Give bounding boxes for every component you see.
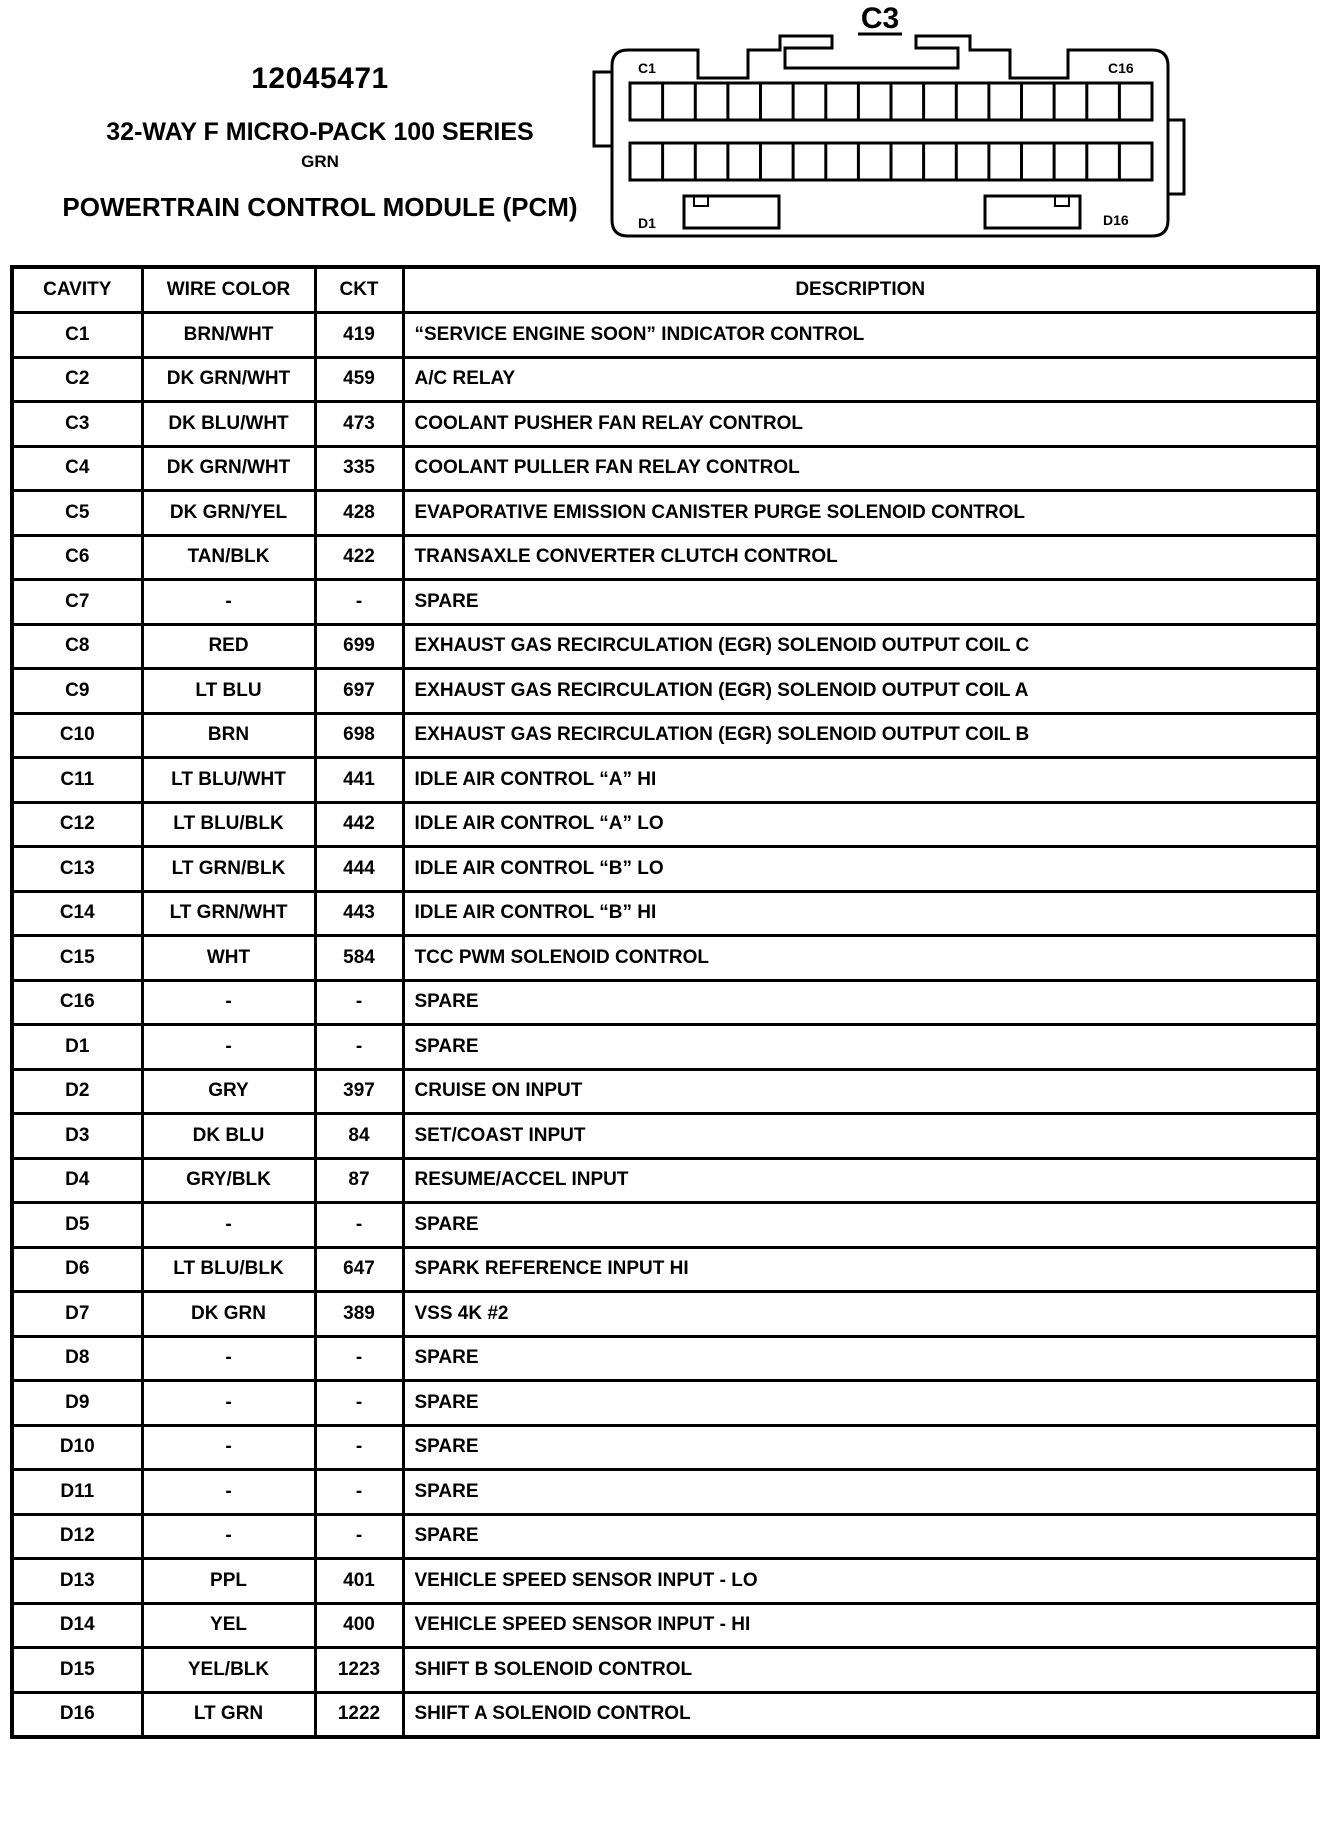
cell-wire-color: YEL/BLK (142, 1648, 315, 1693)
cell-ckt: 699 (315, 624, 403, 669)
cell-wire-color: - (142, 1470, 315, 1515)
table-row (12, 1114, 1318, 1159)
cell-wire-color: YEL (142, 1603, 315, 1648)
table-row (12, 1247, 1318, 1292)
table-row (12, 1692, 1318, 1737)
cell-ckt: - (315, 1336, 403, 1381)
cell-wire-color: - (142, 1425, 315, 1470)
table-row (12, 624, 1318, 669)
cell-ckt: 419 (315, 313, 403, 358)
table-row (12, 847, 1318, 892)
cell-ckt: - (315, 1203, 403, 1248)
header-cavity: CAVITY (12, 267, 142, 313)
cell-ckt: 84 (315, 1114, 403, 1159)
cell-cavity: C16 (12, 980, 142, 1025)
cell-cavity: C1 (12, 313, 142, 358)
connector-id-label: C3 (860, 2, 900, 35)
cell-wire-color: RED (142, 624, 315, 669)
cell-description: SPARE (403, 1470, 1318, 1515)
cell-description: EXHAUST GAS RECIRCULATION (EGR) SOLENOID OUTPUT COIL C (403, 624, 1318, 669)
table-row (12, 1470, 1318, 1515)
right-latch (1168, 120, 1184, 194)
cell-wire-color: DK BLU/WHT (142, 402, 315, 447)
cell-description: EVAPORATIVE EMISSION CANISTER PURGE SOLENOID CONTROL (403, 491, 1318, 536)
cell-cavity: C3 (12, 402, 142, 447)
cell-cavity: C4 (12, 446, 142, 491)
pinout-table (10, 265, 1320, 1739)
table-row (12, 1158, 1318, 1203)
cell-ckt: 1223 (315, 1648, 403, 1693)
cell-description: EXHAUST GAS RECIRCULATION (EGR) SOLENOID OUTPUT COIL B (403, 713, 1318, 758)
label-c16: C16 (1108, 60, 1134, 76)
cell-cavity: D3 (12, 1114, 142, 1159)
cell-description: SPARE (403, 1514, 1318, 1559)
cell-wire-color: TAN/BLK (142, 535, 315, 580)
cell-description: SPARK REFERENCE INPUT HI (403, 1247, 1318, 1292)
cell-wire-color: DK GRN (142, 1292, 315, 1337)
cell-cavity: D15 (12, 1648, 142, 1693)
table-row (12, 1336, 1318, 1381)
table-row (12, 313, 1318, 358)
cell-cavity: D16 (12, 1692, 142, 1737)
cell-ckt: 584 (315, 936, 403, 981)
cell-wire-color: DK GRN/WHT (142, 357, 315, 402)
cell-ckt: 473 (315, 402, 403, 447)
connector-header (0, 0, 1328, 262)
table-row (12, 1514, 1318, 1559)
cell-wire-color: DK BLU (142, 1114, 315, 1159)
cell-description: SPARE (403, 1336, 1318, 1381)
cell-description: SPARE (403, 980, 1318, 1025)
cell-wire-color: LT GRN/WHT (142, 891, 315, 936)
cell-cavity: D2 (12, 1069, 142, 1114)
table-row (12, 1603, 1318, 1648)
table-header-row (12, 267, 1318, 313)
cell-wire-color: - (142, 1381, 315, 1426)
label-c1: C1 (638, 60, 656, 76)
table-row (12, 1559, 1318, 1604)
cell-description: SPARE (403, 1025, 1318, 1070)
cell-ckt: 1222 (315, 1692, 403, 1737)
cell-ckt: - (315, 980, 403, 1025)
cell-wire-color: LT BLU (142, 669, 315, 714)
cell-cavity: D8 (12, 1336, 142, 1381)
cell-description: SPARE (403, 1425, 1318, 1470)
cell-description: “SERVICE ENGINE SOON” INDICATOR CONTROL (403, 313, 1318, 358)
cell-cavity: D11 (12, 1470, 142, 1515)
cell-cavity: C2 (12, 357, 142, 402)
cell-description: IDLE AIR CONTROL “B” HI (403, 891, 1318, 936)
connector-color: GRN (301, 152, 339, 171)
cell-ckt: - (315, 580, 403, 625)
cell-cavity: D12 (12, 1514, 142, 1559)
table-row (12, 1425, 1318, 1470)
cell-ckt: 401 (315, 1559, 403, 1604)
cell-description: SET/COAST INPUT (403, 1114, 1318, 1159)
cell-ckt: - (315, 1470, 403, 1515)
cell-wire-color: - (142, 1336, 315, 1381)
cell-ckt: 698 (315, 713, 403, 758)
cell-cavity: C13 (12, 847, 142, 892)
table-row (12, 1381, 1318, 1426)
left-latch (594, 72, 612, 146)
cell-description: SPARE (403, 580, 1318, 625)
pin-row-c-dividers (663, 83, 1120, 120)
cell-cavity: C15 (12, 936, 142, 981)
table-row (12, 402, 1318, 447)
table-row (12, 1648, 1318, 1693)
cell-wire-color: LT BLU/WHT (142, 758, 315, 803)
module-name: POWERTRAIN CONTROL MODULE (PCM) (62, 192, 578, 222)
table-row (12, 357, 1318, 402)
cell-description: VSS 4K #2 (403, 1292, 1318, 1337)
cell-cavity: C5 (12, 491, 142, 536)
cell-ckt: 444 (315, 847, 403, 892)
cell-ckt: 428 (315, 491, 403, 536)
cell-ckt: 87 (315, 1158, 403, 1203)
cell-wire-color: LT BLU/BLK (142, 1247, 315, 1292)
cell-description: RESUME/ACCEL INPUT (403, 1158, 1318, 1203)
cell-ckt: 441 (315, 758, 403, 803)
header-wire-color: WIRE COLOR (142, 267, 315, 313)
table-row (12, 580, 1318, 625)
cell-description: TRANSAXLE CONVERTER CLUTCH CONTROL (403, 535, 1318, 580)
cell-ckt: 647 (315, 1247, 403, 1292)
cell-ckt: 422 (315, 535, 403, 580)
cell-wire-color: DK GRN/YEL (142, 491, 315, 536)
table-row (12, 891, 1318, 936)
cell-cavity: C14 (12, 891, 142, 936)
table-row (12, 1069, 1318, 1114)
cell-wire-color: LT GRN (142, 1692, 315, 1737)
table-row (12, 713, 1318, 758)
cell-wire-color: DK GRN/WHT (142, 446, 315, 491)
cell-cavity: D10 (12, 1425, 142, 1470)
cell-cavity: D4 (12, 1158, 142, 1203)
connector-type: 32-WAY F MICRO-PACK 100 SERIES (106, 118, 534, 146)
bottom-key-right (985, 196, 1080, 228)
pin-row-d-dividers (663, 143, 1120, 180)
cell-description: COOLANT PUSHER FAN RELAY CONTROL (403, 402, 1318, 447)
cell-wire-color: - (142, 980, 315, 1025)
cell-ckt: 335 (315, 446, 403, 491)
cell-wire-color: LT BLU/BLK (142, 802, 315, 847)
cell-ckt: 443 (315, 891, 403, 936)
cell-ckt: - (315, 1514, 403, 1559)
table-row (12, 802, 1318, 847)
cell-description: TCC PWM SOLENOID CONTROL (403, 936, 1318, 981)
cell-description: IDLE AIR CONTROL “B” LO (403, 847, 1318, 892)
cell-description: COOLANT PULLER FAN RELAY CONTROL (403, 446, 1318, 491)
cell-wire-color: GRY (142, 1069, 315, 1114)
cell-cavity: D6 (12, 1247, 142, 1292)
cell-wire-color: - (142, 1514, 315, 1559)
pinout-body (12, 313, 1318, 1738)
table-row (12, 491, 1318, 536)
cell-description: SPARE (403, 1381, 1318, 1426)
cell-wire-color: LT GRN/BLK (142, 847, 315, 892)
cell-cavity: C11 (12, 758, 142, 803)
cell-description: IDLE AIR CONTROL “A” HI (403, 758, 1318, 803)
table-row (12, 1025, 1318, 1070)
cell-wire-color: PPL (142, 1559, 315, 1604)
cell-cavity: C8 (12, 624, 142, 669)
cell-cavity: D7 (12, 1292, 142, 1337)
cell-cavity: C9 (12, 669, 142, 714)
cell-description: VEHICLE SPEED SENSOR INPUT - LO (403, 1559, 1318, 1604)
table-row (12, 1203, 1318, 1248)
cell-wire-color: BRN (142, 713, 315, 758)
cell-ckt: 400 (315, 1603, 403, 1648)
table-row (12, 446, 1318, 491)
cell-ckt: 389 (315, 1292, 403, 1337)
cell-ckt: 442 (315, 802, 403, 847)
part-number: 12045471 (251, 62, 389, 95)
cell-ckt: 459 (315, 357, 403, 402)
cell-description: A/C RELAY (403, 357, 1318, 402)
cell-ckt: - (315, 1025, 403, 1070)
table-row (12, 980, 1318, 1025)
cell-cavity: C12 (12, 802, 142, 847)
cell-wire-color: - (142, 1203, 315, 1248)
cell-cavity: D13 (12, 1559, 142, 1604)
cell-wire-color: GRY/BLK (142, 1158, 315, 1203)
cell-ckt: - (315, 1425, 403, 1470)
cell-ckt: 397 (315, 1069, 403, 1114)
header-ckt: CKT (315, 267, 403, 313)
cell-wire-color: - (142, 580, 315, 625)
cell-description: IDLE AIR CONTROL “A” LO (403, 802, 1318, 847)
cell-cavity: C6 (12, 535, 142, 580)
header-description: DESCRIPTION (403, 267, 1318, 313)
cell-description: SPARE (403, 1203, 1318, 1248)
table-row (12, 669, 1318, 714)
cell-cavity: D14 (12, 1603, 142, 1648)
cell-description: EXHAUST GAS RECIRCULATION (EGR) SOLENOID OUTPUT COIL A (403, 669, 1318, 714)
cell-wire-color: - (142, 1025, 315, 1070)
table-row (12, 535, 1318, 580)
cell-description: SHIFT A SOLENOID CONTROL (403, 1692, 1318, 1737)
cell-cavity: D5 (12, 1203, 142, 1248)
connector-diagram (580, 0, 1200, 262)
cell-ckt: 697 (315, 669, 403, 714)
cell-description: VEHICLE SPEED SENSOR INPUT - HI (403, 1603, 1318, 1648)
cell-wire-color: BRN/WHT (142, 313, 315, 358)
cell-cavity: D1 (12, 1025, 142, 1070)
cell-wire-color: WHT (142, 936, 315, 981)
label-d16: D16 (1103, 212, 1129, 228)
table-row (12, 936, 1318, 981)
table-row (12, 1292, 1318, 1337)
cell-description: CRUISE ON INPUT (403, 1069, 1318, 1114)
cell-cavity: C10 (12, 713, 142, 758)
bottom-key-left (684, 196, 779, 228)
cell-description: SHIFT B SOLENOID CONTROL (403, 1648, 1318, 1693)
cell-cavity: C7 (12, 580, 142, 625)
label-d1: D1 (638, 215, 656, 231)
table-row (12, 758, 1318, 803)
cell-ckt: - (315, 1381, 403, 1426)
cell-cavity: D9 (12, 1381, 142, 1426)
